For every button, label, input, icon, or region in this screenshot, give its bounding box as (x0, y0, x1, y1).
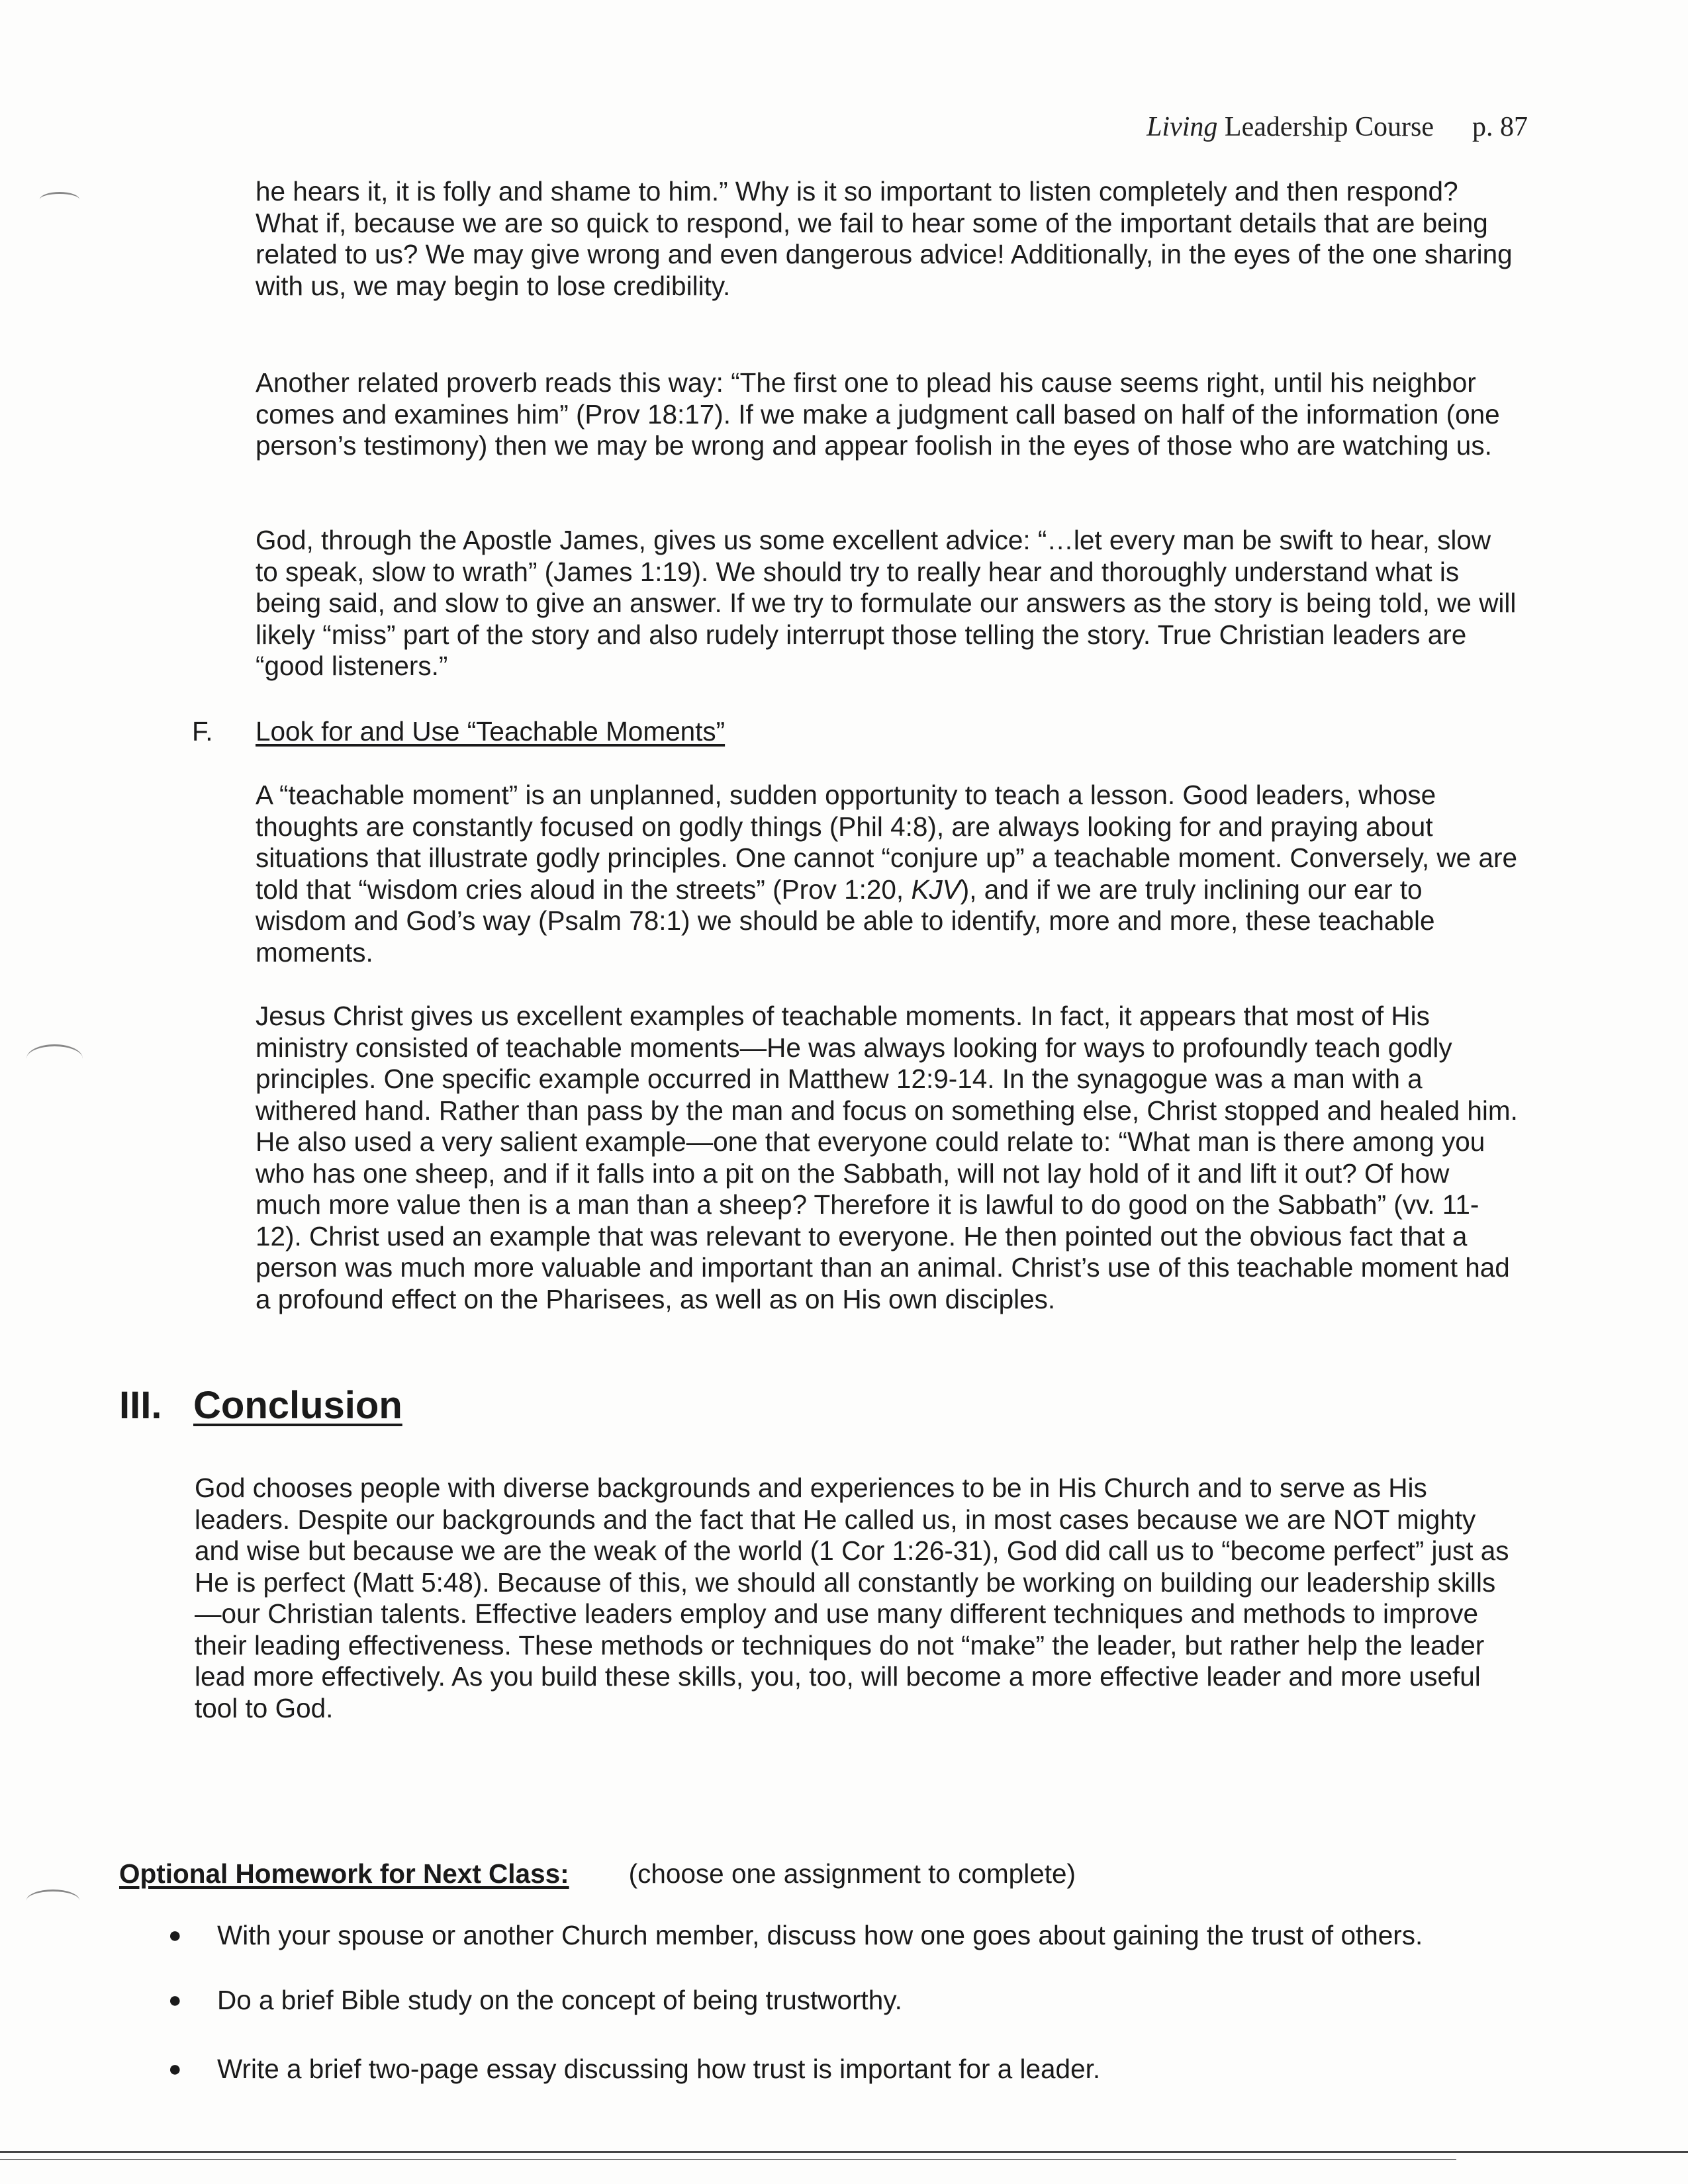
paragraph-listening-continued: he hears it, it is folly and shame to him.” Why is it so important to listen completely and then respond? What if, because we are so quick to respond, we fail to hear some of the important details that are being related to us? We may give wrong and even dangerous advice! Additionally, in the eyes of the one sharing with us, we may begin to lose credibility. (256, 176, 1513, 301)
paragraph-james-advice: God, through the Apostle James, gives us some excellent advice: “…let every man be swift to hear, slow to speak, slow to wrath” (James 1:19). We should try to really hear and thoroughly understand what is being said, and slow to give an answer. If we try to formulate our answers as the story is being told, we will likely “miss” part of the story and also rudely interrupt those telling the story. True Christian leaders are “good listeners.” (256, 525, 1517, 681)
bottom-rule-secondary (0, 2159, 1456, 2160)
conclusion-title: Conclusion (193, 1384, 402, 1427)
page-header (1147, 111, 1528, 143)
conclusion-heading (119, 1383, 402, 1428)
homework-item-text: Write a brief two-page essay discussing how trust is important for a leader. (217, 2054, 1101, 2084)
bullet-icon: ● (168, 1923, 182, 1948)
homework-list (164, 1919, 1554, 2118)
homework-note: (choose one assignment to complete) (628, 1858, 1076, 1889)
scan-artifact-mark (40, 192, 79, 207)
homework-item (164, 2053, 1554, 2085)
section-number: III. (119, 1384, 162, 1427)
kjv-abbreviation: KJV (911, 874, 961, 905)
page-number: p. 87 (1472, 112, 1528, 142)
homework-header (119, 1858, 1076, 1889)
teachable-text-part2: ), and if we are truly inclining our ear to wisdom and God’s way (Psalm 78:1) we should be able to identify, more and more, these teachable moments. (256, 874, 1435, 968)
homework-label: Optional Homework for Next Class: (119, 1858, 569, 1889)
scan-artifact-mark (26, 1044, 83, 1073)
bottom-rule (0, 2151, 1688, 2153)
homework-item (164, 1984, 1554, 2016)
paragraph-teachable-moment-definition (256, 780, 1520, 968)
paragraph-jesus-examples: Jesus Christ gives us excellent examples of teachable moments. In fact, it appears that most of His ministry consisted of teachable moments—He was always looking for ways to profoundly teach godly principles. One specific example occurred in Matthew 12:9-14. In the synagogue was a man with a withered hand. Rather than pass by the man and focus on something else, Christ stopped and healed him. He also used a very salient example—one that everyone could relate to: “What man is there among you who has one sheep, and if it falls into a pit on the Sabbath, will not lay hold of it and lift it out? Of how much more value then is a man than a sheep? Therefore it is lawful to do good on the Sabbath” (vv. 11-12). Christ used an example that was relevant to everyone. He then pointed out the obvious fact that a person was much more valuable and important than an animal. Christ’s use of this teachable moment had a profound effect on the Pharisees, as well as on His own disciples. (256, 1001, 1518, 1314)
bullet-icon: ● (168, 2056, 182, 2081)
scan-artifact-mark (26, 1889, 79, 1911)
course-title-rest: Leadership Course (1217, 112, 1434, 142)
section-f-letter: F. (192, 716, 213, 747)
homework-item (164, 1919, 1554, 1951)
homework-item-text: Do a brief Bible study on the concept of being trustworthy. (217, 1985, 902, 2015)
teachable-text-part1: A “teachable moment” is an unplanned, sudden opportunity to teach a lesson. Good leaders, whose thoughts are constantly focused on godly things (Phil 4:8), are always looking for and praying about situations that illustrate godly principles. One cannot “conjure up” a teachable moment. Conversely, we are told that “wisdom cries aloud in the streets” (Prov 1:20, (256, 780, 1517, 905)
section-f-heading: Look for and Use “Teachable Moments” (256, 716, 726, 747)
paragraph-related-proverb: Another related proverb reads this way: “The first one to plead his cause seems right, until his neighbor comes and examines him” (Prov 18:17). If we make a judgment call based on half of the information (one person’s testimony) then we may be wrong and appear foolish in the eyes of those who are watching us. (256, 367, 1500, 461)
paragraph-conclusion: God chooses people with diverse backgrounds and experiences to be in His Church and to serve as His leaders. Despite our backgrounds and the fact that He called us, in most cases because we are NOT mighty and wise but because we are the weak of the world (1 Cor 1:26-31), God did call us to “become perfect” just as He is perfect (Matt 5:48). Because of this, we should all constantly be working on building our leadership skills—our Christian talents. Effective leaders employ and use many different techniques and methods to improve their leading effectiveness. These methods or techniques do not “make” the leader, but rather help the leader lead more effectively. As you build these skills, you, too, will become a more effective leader and more useful tool to God. (195, 1473, 1509, 1723)
bullet-icon: ● (168, 1987, 182, 2013)
homework-item-text: With your spouse or another Church member, discuss how one goes about gaining the trust of others. (217, 1920, 1423, 1950)
course-title-italic: Living (1147, 112, 1218, 142)
